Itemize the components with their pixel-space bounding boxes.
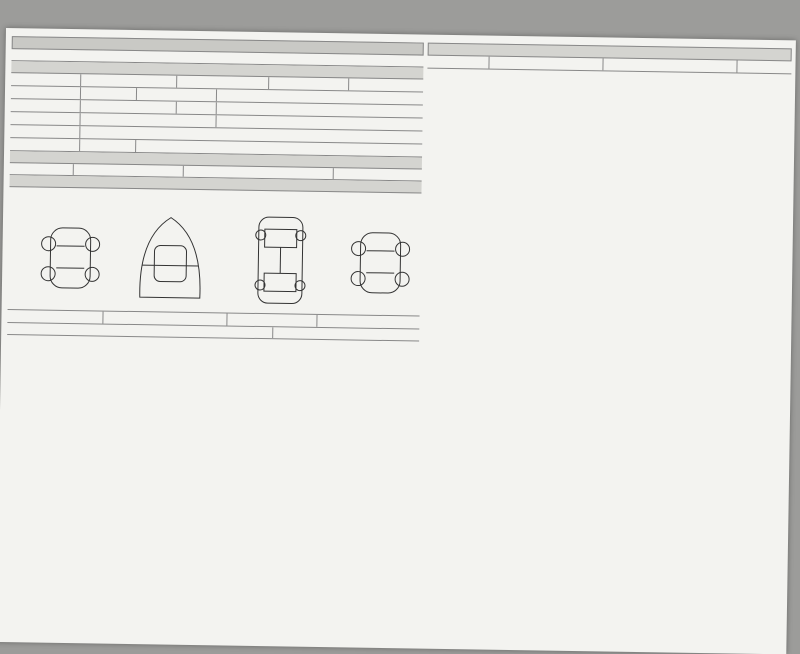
col-detail-state <box>603 58 737 72</box>
col-detail <box>184 166 334 179</box>
reg-date <box>81 100 177 114</box>
warranty-label <box>136 146 182 147</box>
vin-value <box>80 113 216 127</box>
transmission-options <box>217 108 423 111</box>
model-code <box>177 76 269 89</box>
car-diagram-svg <box>8 205 422 315</box>
car-name <box>81 74 177 88</box>
inspect-label <box>137 88 217 101</box>
car-diagrams <box>8 205 422 316</box>
year-label <box>11 86 81 99</box>
history-label <box>7 310 103 324</box>
fuel-options <box>80 132 422 137</box>
col-device <box>427 56 489 69</box>
vin-label <box>10 112 80 125</box>
detail-rows <box>489 78 737 82</box>
engine-value <box>80 139 136 152</box>
car-name-label <box>11 73 81 86</box>
col-state <box>74 164 184 177</box>
car-front-view <box>41 228 100 289</box>
inspect-from <box>217 95 313 97</box>
history-options <box>103 312 227 326</box>
trans-label <box>177 102 217 115</box>
car-under-view <box>255 217 306 304</box>
right-column <box>418 43 791 649</box>
fuel-label <box>10 125 80 138</box>
inspect-to <box>313 97 423 99</box>
col-item <box>489 57 603 71</box>
col-usage <box>10 163 74 175</box>
transmission-options-2 <box>217 121 423 124</box>
warranty-options <box>182 147 422 151</box>
reg-label <box>11 99 81 112</box>
car-rear-view <box>351 232 410 293</box>
plate-number <box>349 84 423 85</box>
plate-label <box>269 77 349 90</box>
simple-repair-options <box>317 321 419 323</box>
col-detail-price <box>737 66 791 67</box>
left-column <box>2 36 423 642</box>
car-top-view <box>140 217 201 298</box>
inspection-record-paper <box>0 28 796 654</box>
simple-repair-label <box>227 314 317 327</box>
col-price <box>334 174 422 175</box>
year-value <box>81 87 137 100</box>
parts-price-head <box>273 333 419 335</box>
engine-label <box>10 138 80 151</box>
